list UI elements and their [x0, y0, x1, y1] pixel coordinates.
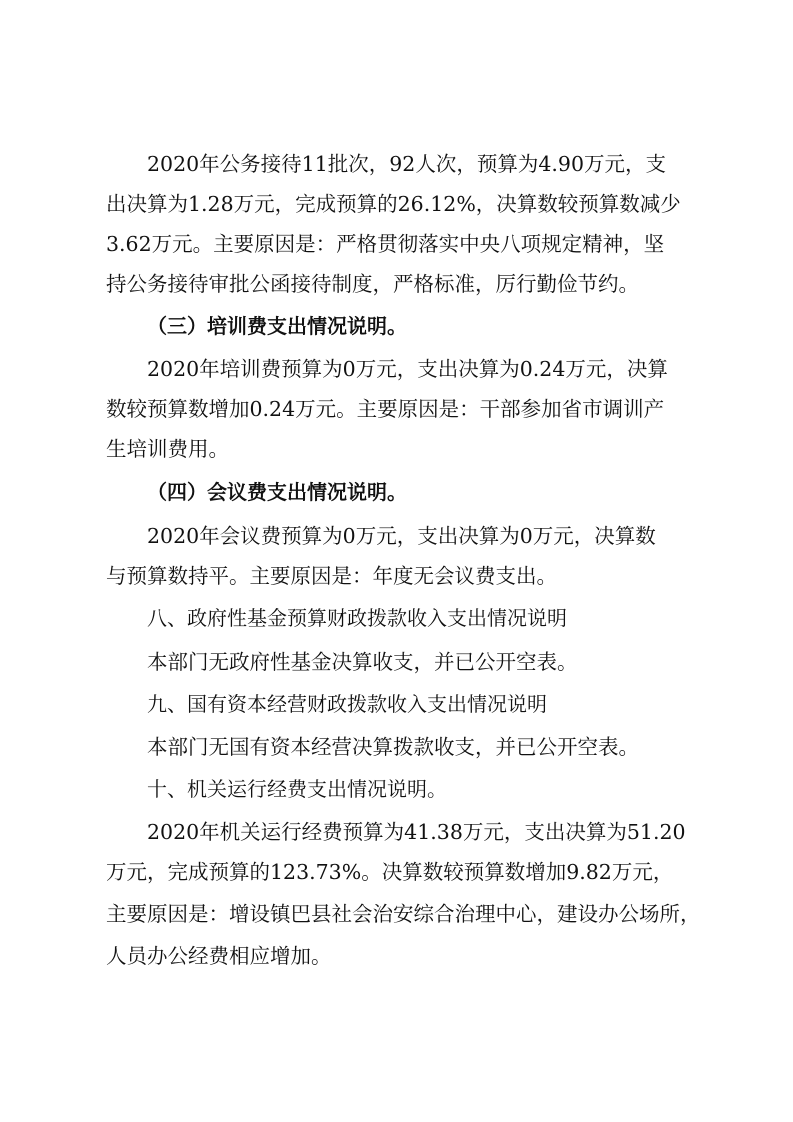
- paragraph-line: 本部门无国有资本经营决算拨款收支，并已公开空表。: [147, 735, 639, 759]
- paragraph-line: 人员办公经费相应增加。: [106, 944, 332, 968]
- section-heading-state-capital: 九、国有资本经营财政拨款收入支出情况说明: [147, 692, 547, 716]
- paragraph-line: 本部门无政府性基金决算收支，并已公开空表。: [147, 650, 578, 674]
- paragraph-line: 生培训费用。: [106, 437, 229, 461]
- paragraph-line: 与预算数持平。主要原因是：年度无会议费支出。: [106, 564, 557, 588]
- paragraph-line: 持公务接待审批公函接待制度，严格标准，厉行勤俭节约。: [106, 272, 639, 296]
- paragraph-line: 2020年培训费预算为0万元，支出决算为0.24万元，决算: [147, 357, 668, 381]
- section-heading-government-fund: 八、政府性基金预算财政拨款收入支出情况说明: [147, 606, 567, 630]
- section-heading-operating-expenses: 十、机关运行经费支出情况说明。: [147, 777, 447, 801]
- section-heading-training: （三）培训费支出情况说明。: [147, 314, 407, 338]
- paragraph-line: 出决算为1.28万元，完成预算的26.12%，决算数较预算数减少: [106, 192, 681, 216]
- section-heading-meeting: （四）会议费支出情况说明。: [147, 480, 407, 504]
- paragraph-line: 主要原因是：增设镇巴县社会治安综合治理中心，建设办公场所，: [106, 902, 701, 926]
- paragraph-line: 2020年会议费预算为0万元，支出决算为0万元，决算数: [147, 524, 656, 548]
- paragraph-line: 2020年机关运行经费预算为41.38万元，支出决算为51.20: [147, 820, 686, 844]
- paragraph-line: 3.62万元。主要原因是：严格贯彻落实中央八项规定精神，坚: [106, 232, 665, 256]
- paragraph-line: 万元，完成预算的123.73%。决算数较预算数增加9.82万元，: [106, 860, 674, 884]
- paragraph-line: 2020年公务接待11批次，92人次，预算为4.90万元，支: [147, 152, 666, 176]
- paragraph-line: 数较预算数增加0.24万元。主要原因是：干部参加省市调训产: [106, 397, 665, 421]
